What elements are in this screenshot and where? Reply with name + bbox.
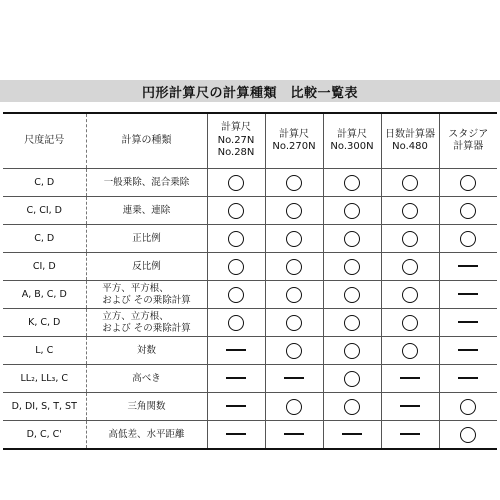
scale-symbol-cell: LL₂, LL₃, C [3,365,86,393]
header-model-2-line: 計算尺 [279,128,309,140]
circle-icon [402,259,418,275]
circle-icon [228,231,244,247]
dash-icon [400,433,420,435]
support-cell [207,421,265,450]
support-cell [265,253,323,281]
support-cell [323,337,381,365]
circle-icon [344,175,360,191]
scale-symbol-cell: C, D [3,225,86,253]
circle-icon [228,315,244,331]
circle-icon [344,315,360,331]
support-cell [265,421,323,450]
support-cell [323,197,381,225]
calc-type-cell [86,253,207,281]
dash-icon [226,433,246,435]
support-cell [207,365,265,393]
scale-symbol-cell: D, C, C' [3,421,86,450]
circle-icon [460,175,476,191]
dash-icon [458,349,478,351]
circle-icon [344,399,360,415]
support-cell [207,337,265,365]
calc-type-line: 平方、平方根、 [102,282,169,294]
header-model-4-line: 日数計算器 [385,128,435,140]
header-calc-type: 計算の種類 [86,113,207,169]
header-model-4 [381,113,439,169]
header-model-2 [265,113,323,169]
calc-type-cell [86,421,207,450]
circle-icon [460,231,476,247]
header-model-3 [323,113,381,169]
circle-icon [344,203,360,219]
header-scale-symbol: 尺度記号 [3,113,86,169]
calc-type-text [132,261,161,273]
circle-icon [286,399,302,415]
support-cell [207,309,265,337]
dash-icon [458,321,478,323]
dash-icon [226,405,246,407]
calc-type-text [102,283,191,307]
header-model-3-line: No.300N [330,141,374,152]
dash-icon [284,433,304,435]
circle-icon [344,371,360,387]
dash-icon [458,377,478,379]
dash-icon [400,377,420,379]
calc-type-cell [86,169,207,197]
circle-icon [402,175,418,191]
support-cell [381,337,439,365]
calc-type-line: 対数 [136,344,156,356]
table-row [3,337,497,365]
header-model-3-line: 計算尺 [337,128,367,140]
support-cell [439,337,497,365]
calc-type-cell [86,365,207,393]
table-row [3,393,497,421]
support-cell [265,337,323,365]
circle-icon [344,259,360,275]
table-row [3,197,497,225]
page-title: 円形計算尺の計算種類 比較一覧表 [0,80,500,102]
calc-type-cell [86,309,207,337]
table-row [3,281,497,309]
circle-icon [286,175,302,191]
calc-type-text [132,373,161,385]
calc-type-line: 一般乗除、混合乗除 [103,176,190,188]
circle-icon [286,203,302,219]
support-cell [265,393,323,421]
calc-type-line: 高低差、水平距離 [108,428,185,440]
circle-icon [286,315,302,331]
support-cell [381,365,439,393]
circle-icon [402,315,418,331]
support-cell [323,169,381,197]
circle-icon [228,287,244,303]
dash-icon [458,293,478,295]
support-cell [439,169,497,197]
table-row [3,253,497,281]
support-cell [265,365,323,393]
calc-type-cell [86,281,207,309]
calc-type-line: および その乗除計算 [102,294,191,306]
calc-type-cell [86,393,207,421]
header-model-1-line: 計算尺 [221,122,251,134]
support-cell [265,225,323,253]
comparison-table [3,112,497,450]
scale-symbol-cell: CI, D [3,253,86,281]
support-cell [381,169,439,197]
calc-type-text [102,311,191,335]
support-cell [265,197,323,225]
support-cell [207,197,265,225]
calc-type-line: 連乗、連除 [122,204,171,216]
scale-symbol-cell: K, C, D [3,309,86,337]
table-row [3,225,497,253]
support-cell [265,309,323,337]
support-cell [207,281,265,309]
support-cell [323,253,381,281]
dash-icon [284,377,304,379]
calc-type-line: および その乗除計算 [102,322,191,334]
support-cell [439,421,497,450]
support-cell [323,393,381,421]
table-row [3,169,497,197]
support-cell [439,393,497,421]
circle-icon [286,287,302,303]
scale-symbol-cell: C, CI, D [3,197,86,225]
calc-type-line: 高べき [132,372,161,384]
circle-icon [460,427,476,443]
dash-icon [226,377,246,379]
circle-icon [460,399,476,415]
support-cell [207,225,265,253]
support-cell [207,393,265,421]
circle-icon [228,259,244,275]
support-cell [207,253,265,281]
support-cell [381,197,439,225]
calc-type-line: 正比例 [132,232,161,244]
support-cell [323,309,381,337]
circle-icon [402,231,418,247]
header-model-5-line: 計算器 [453,141,484,152]
scale-symbol-cell: A, B, C, D [3,281,86,309]
dash-icon [400,405,420,407]
dash-icon [342,433,362,435]
dash-icon [226,349,246,351]
circle-icon [344,343,360,359]
calc-type-line: 三角関数 [127,400,166,412]
support-cell [439,225,497,253]
support-cell [323,281,381,309]
support-cell [381,281,439,309]
circle-icon [402,203,418,219]
circle-icon [286,343,302,359]
circle-icon [402,287,418,303]
circle-icon [228,203,244,219]
dash-icon [458,265,478,267]
calc-type-line: 反比例 [132,260,161,272]
support-cell [265,281,323,309]
support-cell [381,309,439,337]
header-model-1 [207,113,265,169]
support-cell [381,421,439,450]
calc-type-line: 立方、立方根、 [102,310,169,322]
table-row [3,309,497,337]
calc-type-text [104,177,190,189]
table-row [3,421,497,450]
support-cell [381,225,439,253]
support-cell [265,169,323,197]
scale-symbol-cell: C, D [3,169,86,197]
header-model-1-line: No.27N [217,134,255,146]
support-cell [381,393,439,421]
table-row [3,365,497,393]
circle-icon [402,343,418,359]
calc-type-text [137,345,156,357]
circle-icon [344,231,360,247]
circle-icon [460,203,476,219]
support-cell [439,253,497,281]
calc-type-cell [86,197,207,225]
support-cell [323,225,381,253]
circle-icon [286,231,302,247]
calc-type-cell [86,337,207,365]
circle-icon [344,287,360,303]
support-cell [439,197,497,225]
header-model-5-line: スタジア [448,128,489,140]
support-cell [323,365,381,393]
support-cell [207,169,265,197]
calc-type-text [132,233,161,245]
calc-type-cell [86,225,207,253]
table-body [3,169,497,450]
support-cell [323,421,381,450]
header-model-1-line: No.28N [217,147,255,159]
header-model-4-line: No.480 [392,141,428,152]
support-cell [439,309,497,337]
calc-type-text [123,205,171,217]
calc-type-text [108,429,184,441]
header-row [3,113,497,169]
header-model-5 [439,113,497,169]
support-cell [439,365,497,393]
scale-symbol-cell: D, DI, S, T, ST [3,393,86,421]
scale-symbol-cell: L, C [3,337,86,365]
calc-type-text [127,401,165,413]
circle-icon [286,259,302,275]
circle-icon [228,175,244,191]
header-model-2-line: No.270N [272,141,316,152]
support-cell [381,253,439,281]
support-cell [439,281,497,309]
